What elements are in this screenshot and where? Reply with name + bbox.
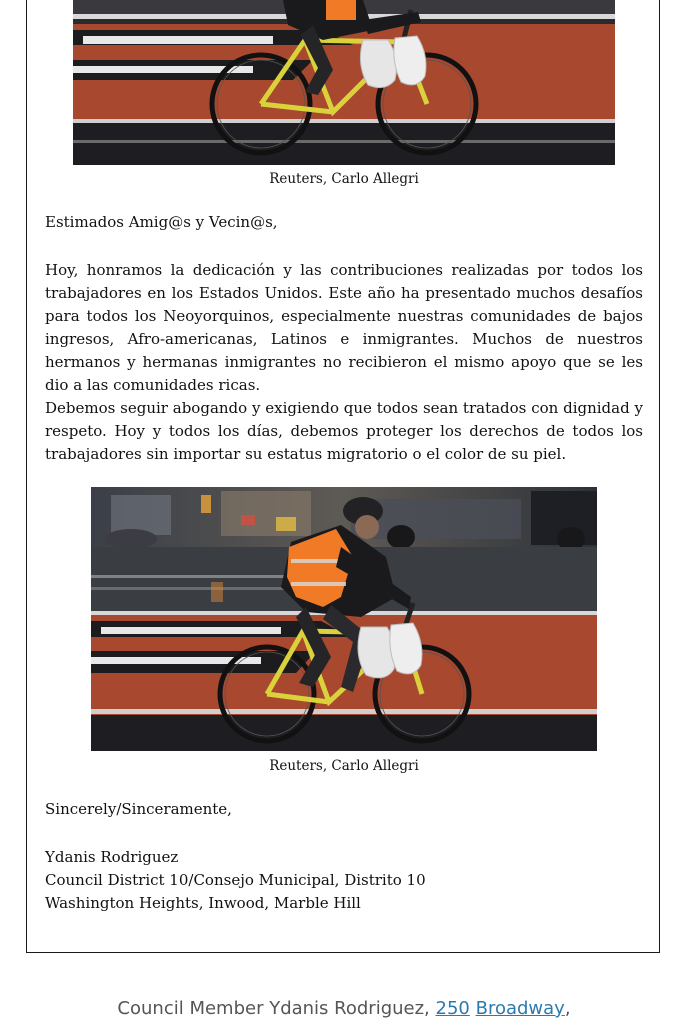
cyclist-photo-top <box>73 0 615 165</box>
letter-closing: Sincerely/Sinceramente, <box>45 800 232 818</box>
letter-greeting: Estimados Amig@s y Vecin@s, <box>45 213 278 231</box>
photo-caption-top: Reuters, Carlo Allegri <box>269 171 419 187</box>
letter-paragraph-2: Debemos seguir abogando y exigiendo que todos sean tratados con dignidad y respeto. Hoy y todos los días, debemos proteger los derechos de todos los trabajadores sin importar su estatus migratorio o el color de su piel. <box>45 399 643 463</box>
signature-title: Council District 10/Consejo Municipal, Distrito 10 <box>45 871 426 889</box>
signature-block <box>45 846 643 915</box>
footer-address-street-link[interactable]: Broadway <box>475 998 565 1019</box>
footer-address <box>0 998 688 1019</box>
cyclist-photo-top-image <box>73 0 615 165</box>
footer-address-number-link[interactable]: 250 <box>435 998 470 1019</box>
cyclist-photo-bottom <box>91 487 597 751</box>
cyclist-photo-bottom-image <box>91 487 597 751</box>
photo-caption-bottom: Reuters, Carlo Allegri <box>269 758 419 774</box>
footer-suffix: , <box>564 998 571 1019</box>
letter-paragraph-1: Hoy, honramos la dedicación y las contribuciones realizadas por todos los trabajadores en los Estados Unidos. Este año ha presentado muchos desafíos para todos los Neoyorquinos, especialmente nuestras comunidades de bajos ingresos, Afro-americanas, Latinos e inmigrantes. Muchos de nuestros hermanos y hermanas inmigrantes no recibieron el mismo apoyo que se les dio a las comunidades ricas. <box>45 261 643 394</box>
footer-prefix: Council Member Ydanis Rodriguez, <box>117 998 436 1019</box>
signature-name: Ydanis Rodriguez <box>45 848 179 866</box>
signature-area: Washington Heights, Inwood, Marble Hill <box>45 894 361 912</box>
